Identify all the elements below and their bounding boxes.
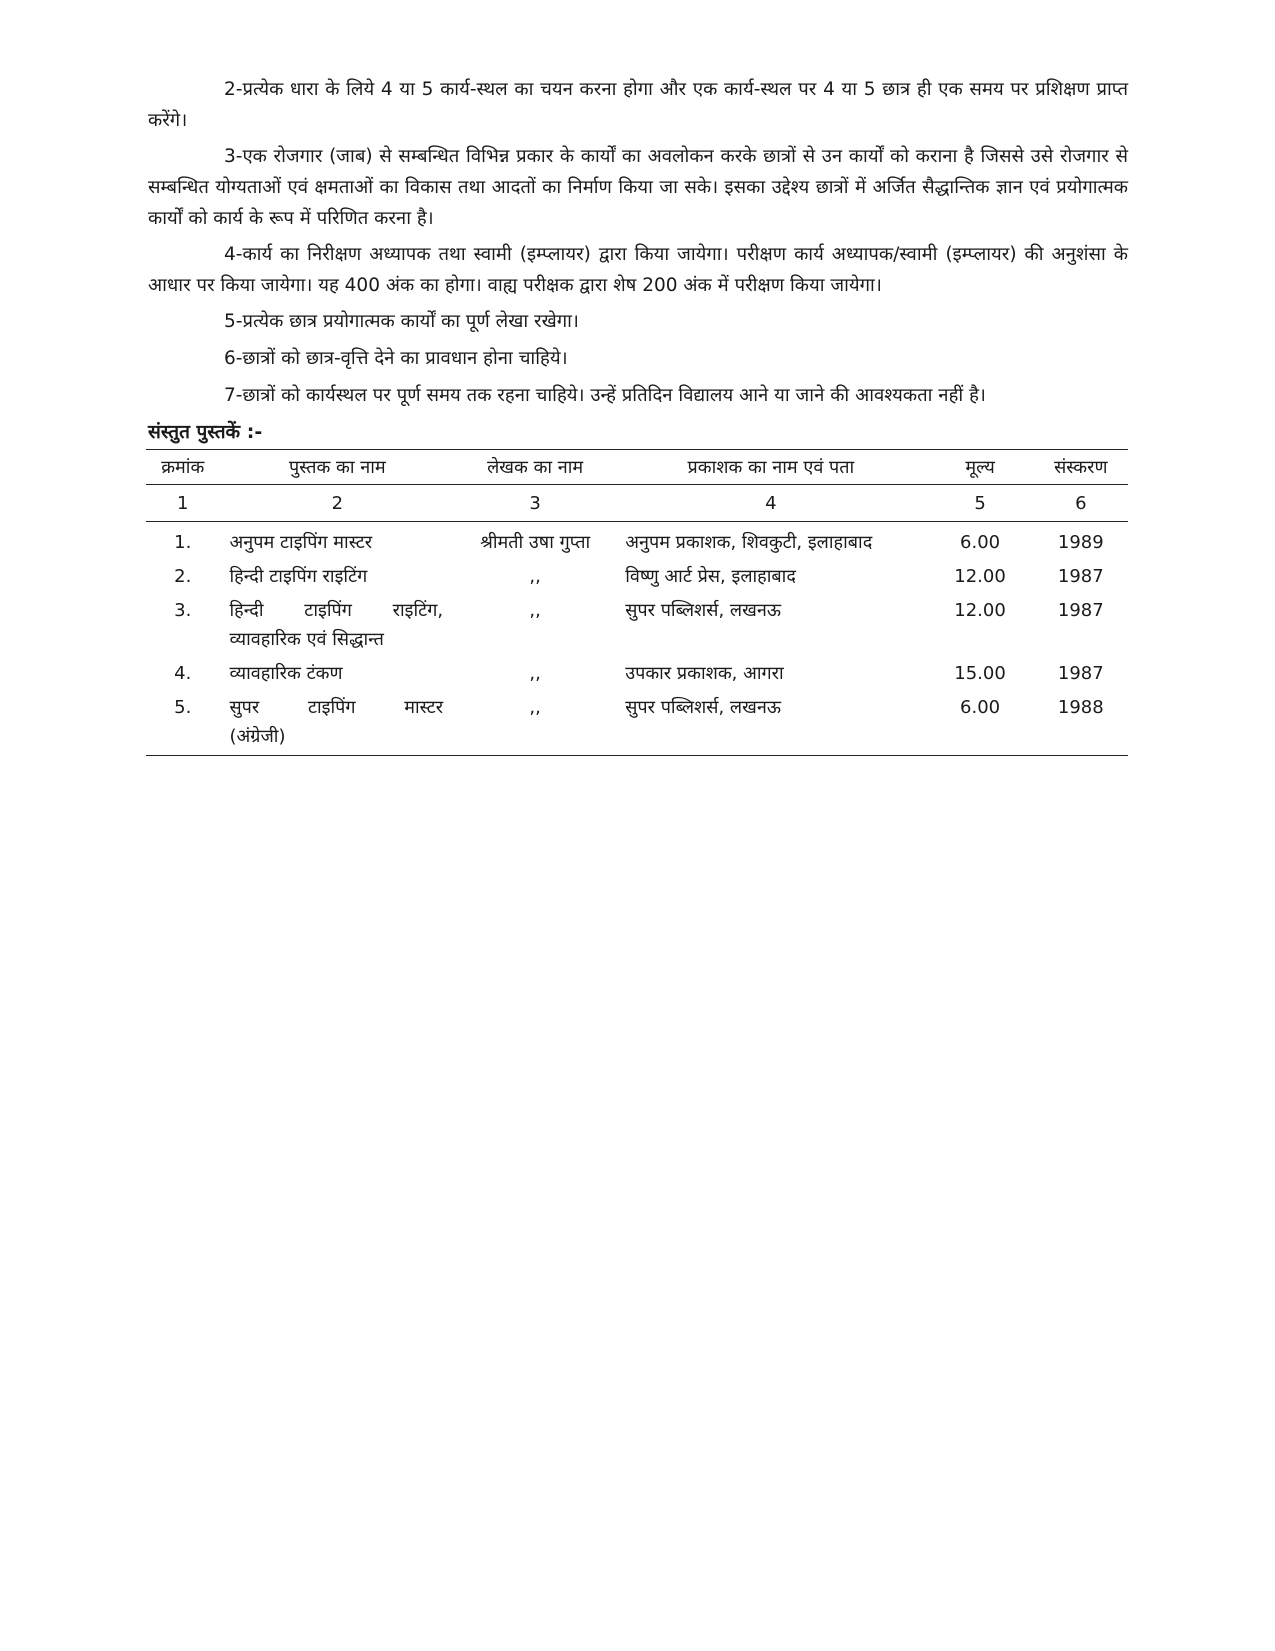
row-book-title — [220, 655, 456, 689]
row-serial: 1. — [174, 532, 192, 553]
book-title-text: अनुपम टाइपिंग मास्टर — [229, 532, 373, 553]
recommended-books-table — [146, 449, 1128, 756]
row-publisher: उपकार प्रकाशक, आगरा — [625, 663, 784, 684]
book-title-text: हिन्दी टाइपिंग राइटिंग — [229, 566, 368, 587]
row-edition: 1987 — [1057, 566, 1104, 587]
row-publisher: सुपर पब्लिशर्स, लखनऊ — [625, 600, 781, 621]
book-title-line2: व्यावहारिक एवं सिद्धान्त — [229, 629, 384, 650]
book-title-line2: (अंग्रेजी) — [229, 726, 286, 747]
row-author: ,, — [455, 689, 615, 756]
row-book-title — [220, 592, 456, 655]
table-header-row — [146, 450, 1128, 485]
header-serial: क्रमांक — [146, 450, 220, 485]
row-book-title — [220, 522, 456, 559]
book-title-text: सुपर टाइपिंग मास्टर — [229, 697, 444, 718]
row-price: 12.00 — [954, 600, 1006, 621]
book-title-text: हिन्दी टाइपिंग राइटिंग, — [229, 600, 444, 621]
row-publisher: अनुपम प्रकाशक, शिवकुटी, इलाहाबाद — [625, 532, 873, 553]
row-edition: 1989 — [1057, 532, 1104, 553]
header-price: मूल्य — [927, 450, 1034, 485]
row-price: 6.00 — [927, 689, 1034, 756]
column-number: 1 — [146, 485, 220, 522]
row-serial: 3. — [174, 600, 192, 621]
table-column-number-row — [146, 485, 1128, 522]
header-author: लेखक का नाम — [455, 450, 615, 485]
row-serial: 5. — [146, 689, 220, 756]
row-edition: 1987 — [1057, 663, 1104, 684]
paragraph-4: 4-कार्य का निरीक्षण अध्यापक तथा स्वामी (इम्प्लायर) द्वारा किया जायेगा। परीक्षण कार्य अध्यापक/स्वामी (इम्प्लायर) की अनुशंसा के आधार पर किया जायेगा। यह 400 अंक का होगा। वाह्य परीक्षक द्वारा शेष 200 अंक में परीक्षण किया जायेगा। — [148, 244, 1128, 296]
table-row — [146, 592, 1128, 655]
column-number: 2 — [220, 485, 456, 522]
header-publisher: प्रकाशक का नाम एवं पता — [615, 450, 926, 485]
table-row — [146, 655, 1128, 689]
row-author: ,, — [529, 566, 541, 587]
column-number: 3 — [455, 485, 615, 522]
row-author: ,, — [529, 600, 541, 621]
table-row — [146, 689, 1128, 756]
row-price: 6.00 — [960, 532, 1001, 553]
column-number: 6 — [1034, 485, 1128, 522]
row-book-title — [220, 558, 456, 592]
table-row — [146, 522, 1128, 559]
row-edition: 1988 — [1034, 689, 1128, 756]
row-price: 15.00 — [954, 663, 1006, 684]
row-publisher: विष्णु आर्ट प्रेस, इलाहाबाद — [625, 566, 796, 587]
column-number: 5 — [927, 485, 1034, 522]
row-book-title — [220, 689, 456, 756]
row-edition: 1987 — [1057, 600, 1104, 621]
column-number: 4 — [615, 485, 926, 522]
row-author: श्रीमती उषा गुप्ता — [480, 532, 591, 553]
paragraph-2: 2-प्रत्येक धारा के लिये 4 या 5 कार्य-स्थल का चयन करना होगा और एक कार्य-स्थल पर 4 या 5 छात्र ही एक समय पर प्रशिक्षण प्राप्त करेंगे। — [148, 79, 1129, 131]
row-author: ,, — [529, 663, 541, 684]
row-serial: 4. — [174, 663, 192, 684]
paragraph-3: 3-एक रोजगार (जाब) से सम्बन्धित विभिन्न प्रकार के कार्यों का अवलोकन करके छात्रों से उन कार्यों को कराना है जिससे उसे रोजगार से सम्बन्धित योग्यताओं एवं क्षमताओं का विकास तथा आदतों का निर्माण किया जा सके। इसका उद्देश्य छात्रों में अर्जित सैद्धान्तिक ज्ञान एवं प्रयोगात्मक कार्यों को कार्य के रूप में परिणित करना है। — [148, 146, 1128, 229]
paragraph-6: 6-छात्रों को छात्र-वृत्ति देने का प्रावधान होना चाहिये। — [224, 348, 568, 369]
paragraph-7: 7-छात्रों को कार्यस्थल पर पूर्ण समय तक रहना चाहिये। उन्हें प्रतिदिन विद्यालय आने या जाने की आवश्यकता नहीं है। — [224, 385, 986, 406]
header-edition: संस्करण — [1034, 450, 1128, 485]
document-page — [148, 74, 1128, 756]
header-book-name: पुस्तक का नाम — [220, 450, 456, 485]
table-row — [146, 558, 1128, 592]
book-title-text: व्यावहारिक टंकण — [229, 663, 343, 684]
row-publisher: सुपर पब्लिशर्स, लखनऊ — [615, 689, 926, 756]
row-serial: 2. — [174, 566, 192, 587]
recommended-books-heading: संस्तुत पुस्तकें :- — [148, 421, 263, 443]
paragraph-5: 5-प्रत्येक छात्र प्रयोगात्मक कार्यों का पूर्ण लेखा रखेगा। — [224, 311, 579, 332]
row-price: 12.00 — [954, 566, 1006, 587]
